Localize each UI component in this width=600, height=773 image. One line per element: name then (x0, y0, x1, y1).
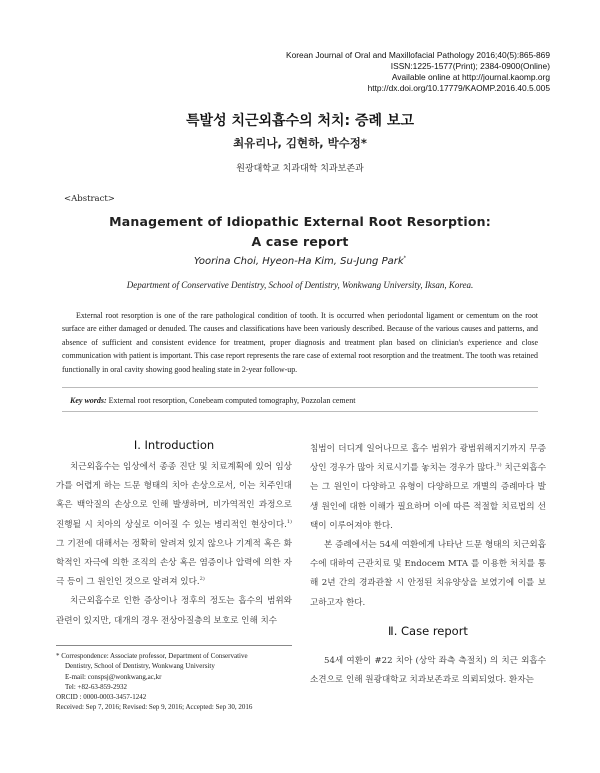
english-title (0, 212, 600, 252)
keywords-rule-bottom (62, 411, 538, 412)
section-heading-case-report: Ⅱ. Case report (388, 624, 468, 638)
citation-3: 3) (496, 462, 502, 469)
intro-p1-text-a: 치근외흡수는 임상에서 종종 진단 및 치료계획에 있어 임상가를 어렵게 하는 드문 형태의 치아 손상으로서, 이는 치주인대 혹은 백악질의 손상으로 인해 발생하며, 비가역적인 과정으로 진행될 시 치아의 상실로 이어질 수 있는 병리적인 현상이다. (56, 462, 292, 530)
intro-paragraph-1 (56, 458, 292, 592)
english-title-line1: Management of Idiopathic External Root Resorption: (109, 214, 491, 229)
english-title-line2: A case report (251, 234, 349, 249)
korean-authors: 최유리나, 김현하, 박수정* (233, 136, 367, 150)
abstract-body (62, 309, 538, 376)
footnote-correspondence: * Correspondence: Associate professor, Department of Conservative (56, 652, 248, 660)
footnote-tel: Tel: +82-63-859-2932 (65, 682, 127, 691)
journal-doi[interactable]: http://dx.doi.org/10.17779/KAOMP.2016.40.5.005 (367, 83, 550, 93)
footnote-orcid: ORCID : 0000-0003-3457-1242 (56, 693, 147, 702)
footnote-dates: Received: Sep 7, 2016; Revised: Sep 9, 2016; Accepted: Sep 30, 2016 (56, 703, 253, 712)
footnote-dept: Dentistry, School of Dentistry, Wonkwang University (65, 662, 215, 671)
citation-1: 1) (286, 518, 292, 525)
korean-title: 특발성 치근외흡수의 처치: 증례 보고 (186, 113, 414, 129)
right-column (310, 440, 546, 613)
case-report-column (310, 652, 546, 690)
korean-affiliation: 원광대학교 치과대학 치과보존과 (236, 164, 364, 174)
journal-header (220, 50, 550, 94)
right-p1-text-a: 침범이 더디게 일어나므로 흡수 범위가 광범위해지기까지 무증상인 경우가 많아 치료시기를 놓치는 경우가 많다. (310, 444, 546, 474)
right-p1-text-b: 치근외흡수는 그 원인이 다양하고 유형이 다양하므로 개별의 증례마다 발생 원인에 대한 이해가 필요하며 이에 따른 적절할 치료법의 선택이 이루어져야 한다. (310, 463, 546, 531)
abstract-label: <Abstract> (64, 194, 115, 204)
journal-url[interactable]: Available online at http://journal.kaomp.org (391, 72, 550, 82)
corresponding-mark: * (403, 255, 407, 262)
intro-paragraph-4: 본 증례에서는 54세 여환에게 나타난 드문 형태의 치근외흡수에 대하여 근관치료 및 Endocem MTA 를 이용한 처치를 통해 2년 간의 경과관찰 시 안정된 치유양상을 보였기에 이를 보고하고자 한다. (310, 540, 546, 608)
journal-issn: ISSN:1225-1577(Print); 2384-0900(Online) (390, 61, 550, 71)
footnote-rule (56, 645, 292, 646)
english-authors-names: Yoorina Choi, Hyeon-Ha Kim, Su-Jung Park (193, 256, 404, 267)
keywords-label: Key words: (70, 396, 107, 405)
keywords (70, 396, 355, 405)
abstract-text: External root resorption is one of the rare pathological condition of tooth. It is occurred when periodontal ligament or cementum on the root surface are either damaged or denuded. The causes and classifications have been variously described. Because of the various causes and patterns, and absence of sufficient and consistent evidence for treatment, proper diagnosis and treatment plan based on clinician's experience and close communication with patient is important. This case report represents the rare case of external root resorption and the treatment. The tooth was retained functionally in oral cavity showing good healing state in 2-year follow-up. (62, 311, 538, 374)
intro-p1-text-b: 그 기전에 대해서는 정확히 알려져 있지 않으나 기계적 혹은 화학적인 자극에 의한 조직의 손상 혹은 염증이나 압력에 의한 자극 등이 그 원인인 것으로 알려져 있다. (56, 538, 292, 588)
footnote-email[interactable]: E-mail: conspsj@wonkwang,ac,kr (65, 672, 162, 681)
case-paragraph-1: 54세 여환이 #22 치아 (상악 좌측 측절치) 의 치근 외흡수 소견으로 인해 원광대학교 치과보존과로 의뢰되었다. 환자는 (310, 656, 546, 686)
journal-citation: Korean Journal of Oral and Maxillofacial Pathology 2016;40(5):865-869 (286, 50, 550, 60)
footnote (56, 651, 296, 713)
left-column (56, 458, 292, 631)
english-authors (0, 256, 600, 267)
keywords-rule-top (62, 387, 538, 388)
english-affiliation: Department of Conservative Dentistry, School of Dentistry, Wonkwang University, Iksan, Korea. (126, 280, 474, 290)
keywords-text: External root resorption, Conebeam computed tomography, Pozzolan cement (108, 396, 356, 405)
intro-paragraph-2: 치근외흡수로 인한 증상이나 정후의 정도는 흡수의 범위와 관련이 있지만, 대개의 경우 전상아질층의 보호로 인해 치수 (56, 596, 292, 626)
intro-paragraph-3 (310, 440, 546, 536)
citation-2: 2) (199, 576, 205, 583)
section-heading-introduction: Ⅰ. Introduction (133, 438, 215, 452)
